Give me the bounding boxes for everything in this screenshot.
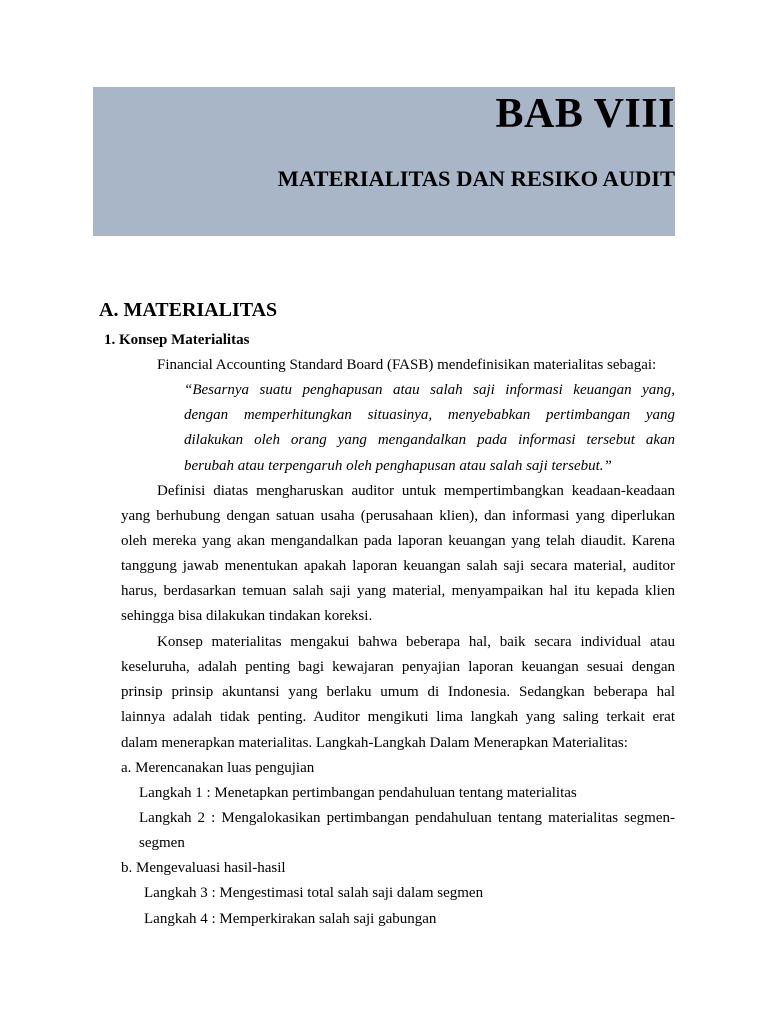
list-step: Langkah 4 : Memperkirakan salah saji gabungan	[144, 911, 437, 927]
paragraph-line: Definisi diatas mengharuskan auditor untuk mempertimbangkan keadaan-keadaan	[157, 483, 675, 499]
section-heading: A. MATERIALITAS	[99, 299, 278, 321]
paragraph-line: tanggung jawab menentukan apakah laporan keuangan salah saji secara material, auditor	[121, 558, 675, 574]
quote-line: berubah atau terpengaruh oleh penghapusan atau salah saji tersebut.”	[184, 458, 612, 474]
chapter-header-box	[93, 87, 675, 236]
list-step: Langkah 1 : Menetapkan pertimbangan pendahuluan tentang materialitas	[139, 785, 577, 801]
chapter-title: BAB VIII	[495, 91, 675, 137]
paragraph-line: keseluruha, adalah penting bagi kewajaran penyajian laporan keuangan sesuai dengan	[121, 659, 675, 675]
chapter-subtitle: MATERIALITAS DAN RESIKO AUDIT	[277, 166, 675, 191]
list-step: Langkah 2 : Mengalokasikan pertimbangan pendahuluan tentang materialitas segmen-	[139, 810, 675, 826]
list-step: Langkah 3 : Mengestimasi total salah saji dalam segmen	[144, 885, 484, 901]
intro-text: Financial Accounting Standard Board (FASB) mendefinisikan materialitas sebagai:	[157, 357, 657, 373]
quote-line: dengan memperhitungkan situasinya, menyebabkan pertimbangan yang	[184, 407, 675, 423]
paragraph-line: lainnya adalah tidak penting. Auditor mengikuti lima langkah yang saling terkait erat	[121, 709, 675, 725]
quote-line: dilakukan oleh orang yang mengandalkan pada informasi tersebut akan	[184, 432, 675, 448]
list-item-b: b. Mengevaluasi hasil-hasil	[121, 860, 286, 876]
paragraph-line: Konsep materialitas mengakui bahwa beberapa hal, baik secara individual atau	[157, 634, 675, 650]
quote-line: “Besarnya suatu penghapusan atau salah saji informasi keuangan yang,	[184, 382, 675, 398]
paragraph-line: dalam menerapkan materialitas. Langkah-Langkah Dalam Menerapkan Materialitas:	[121, 735, 628, 751]
paragraph-line: sehingga bisa dilakukan tindakan koreksi.	[121, 608, 373, 624]
paragraph-line: oleh mereka yang akan mengandalkan pada laporan keuangan yang telah diaudit. Karena	[121, 533, 675, 549]
paragraph-line: harus, berdasarkan temuan salah saji yang material, menyampaikan hal itu kepada klien	[121, 583, 675, 599]
paragraph-line: yang berhubung dengan satuan usaha (perusahaan klien), dan informasi yang diperlukan	[121, 508, 675, 524]
list-item-a: a. Merencanakan luas pengujian	[121, 760, 315, 776]
list-step-continuation: segmen	[139, 835, 185, 851]
subsection-heading: 1. Konsep Materialitas	[104, 332, 250, 348]
paragraph-line: prinsip prinsip akuntansi yang berlaku umum di Indonesia. Sedangkan beberapa hal	[121, 684, 675, 700]
